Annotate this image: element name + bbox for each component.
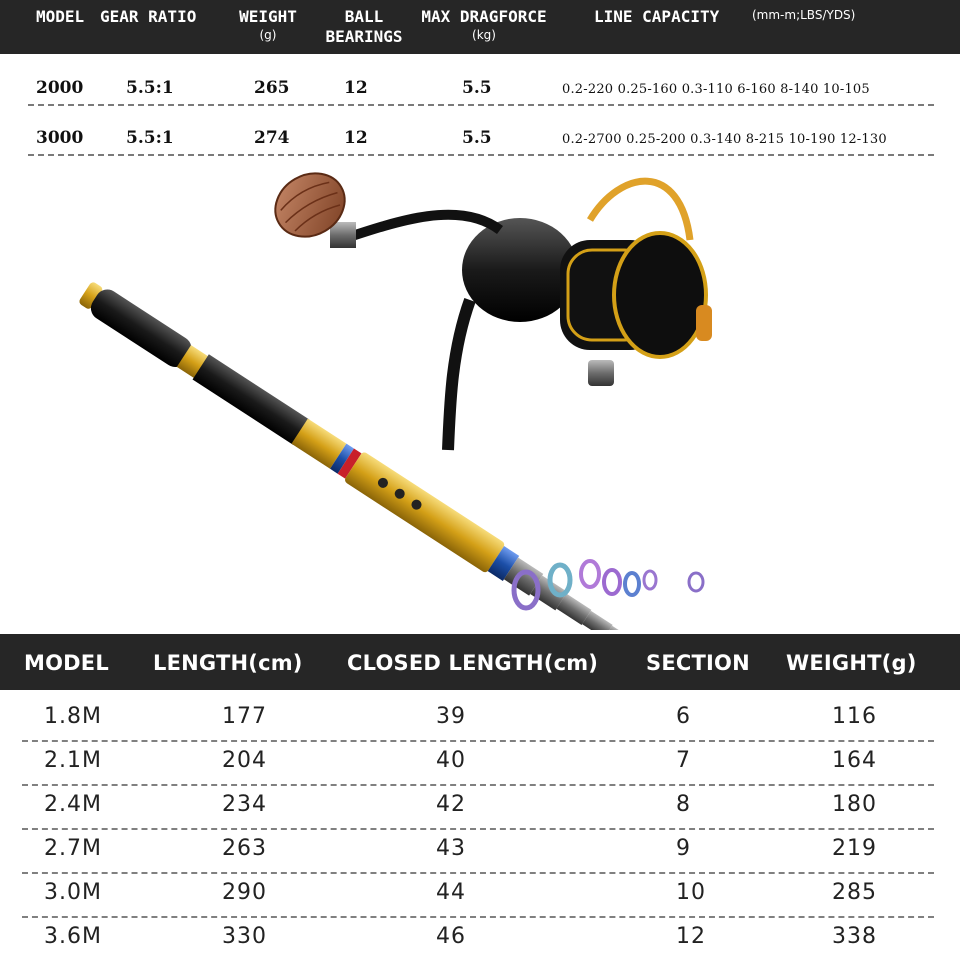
spinning-reel (264, 161, 712, 386)
rod-model: 2.7M (44, 836, 102, 861)
reel-gear-ratio: 5.5:1 (126, 78, 174, 98)
rod-guide (604, 570, 620, 594)
reel-max-drag: 5.5 (462, 128, 492, 148)
rod-model: 3.6M (44, 924, 102, 949)
reel-table-row (28, 60, 934, 106)
rod-length: 204 (222, 748, 267, 773)
rod-weight: 164 (832, 748, 877, 773)
header-bearings-label: BEARINGS (325, 27, 403, 46)
rod-weight: 219 (832, 836, 877, 861)
header-line-capacity: LINE CAPACITY (594, 7, 720, 26)
rod-and-reel-photo (0, 150, 960, 630)
reel-ball-bearings: 12 (344, 78, 368, 98)
reel-model: 3000 (36, 128, 84, 148)
rod-table-row (22, 784, 934, 830)
rod-model: 1.8M (44, 704, 102, 729)
rod-section: 10 (676, 880, 706, 905)
bail-arm (590, 181, 690, 240)
header-model: MODEL (36, 7, 85, 26)
reel-seat (344, 451, 506, 574)
reel-ball-bearings: 12 (344, 128, 368, 148)
reel-foot (448, 300, 470, 450)
rod-section: 9 (676, 836, 691, 861)
rod-model: 2.1M (44, 748, 102, 773)
rod-length: 177 (222, 704, 267, 729)
drag-knob (696, 305, 712, 341)
rod-length: 290 (222, 880, 267, 905)
rod-header-closed-length: CLOSED LENGTH(cm) (347, 651, 599, 675)
rod-table-row (22, 696, 934, 742)
rear-grip (86, 285, 196, 372)
rod-length: 263 (222, 836, 267, 861)
header-weight-label: WEIGHT (239, 7, 297, 26)
header-max-drag (414, 7, 554, 43)
rod-table-row (22, 916, 934, 960)
rod-header-weight: WEIGHT(g) (786, 651, 917, 675)
reel-max-drag: 5.5 (462, 78, 492, 98)
header-line-capacity-unit: (mm-m;LBS/YDS) (752, 8, 856, 22)
reel-model: 2000 (36, 78, 84, 98)
rod-and-reel-illustration (0, 150, 960, 630)
rod-section: 8 (676, 792, 691, 817)
reel-line-capacity: 0.2-220 0.25-160 0.3-110 6-160 8-140 10-105 (562, 82, 870, 97)
rod-length: 234 (222, 792, 267, 817)
rod-weight: 116 (832, 704, 877, 729)
rod-table-row (22, 872, 934, 918)
header-ball-bearings (318, 7, 410, 47)
rod-section: 6 (676, 704, 691, 729)
handle-shaft (330, 222, 356, 248)
rod-weight: 338 (832, 924, 877, 949)
rod-tip-guide (689, 573, 703, 591)
reel-weight: 274 (254, 128, 290, 148)
spool-face (614, 233, 706, 357)
reel-spec-header (0, 0, 960, 54)
rod-header-section: SECTION (646, 651, 750, 675)
rod-section: 12 (676, 924, 706, 949)
rod-length: 330 (222, 924, 267, 949)
line-roller (588, 360, 614, 386)
rod-closed-length: 42 (436, 792, 466, 817)
header-ball-label: BALL (344, 7, 384, 26)
rod-closed-length: 43 (436, 836, 466, 861)
rod-guide (625, 573, 639, 595)
header-max-drag-unit: (kg) (472, 28, 496, 42)
rod-section: 7 (676, 748, 691, 773)
rod-model: 3.0M (44, 880, 102, 905)
header-weight (234, 7, 302, 43)
header-max-drag-label: MAX DRAGFORCE (421, 7, 547, 26)
reel-line-capacity: 0.2-2700 0.25-200 0.3-140 8-215 10-190 12-130 (562, 132, 887, 147)
rod-table-row (22, 828, 934, 874)
rod-weight: 180 (832, 792, 877, 817)
rod-guide (581, 561, 599, 587)
rod-closed-length: 44 (436, 880, 466, 905)
header-gear-ratio: GEAR RATIO (100, 7, 197, 26)
reel-gear-ratio: 5.5:1 (126, 128, 174, 148)
rod-closed-length: 39 (436, 704, 466, 729)
rod-model: 2.4M (44, 792, 102, 817)
carbon-blank (193, 354, 310, 445)
header-weight-unit: (g) (259, 28, 277, 42)
rod-spec-header (0, 634, 960, 690)
rod-closed-length: 40 (436, 748, 466, 773)
rod-table-row (22, 740, 934, 786)
rod-header-model: MODEL (24, 651, 109, 675)
rod-weight: 285 (832, 880, 877, 905)
rod-guide (644, 571, 656, 589)
rod-closed-length: 46 (436, 924, 466, 949)
reel-weight: 265 (254, 78, 290, 98)
rod-header-length: LENGTH(cm) (153, 651, 303, 675)
